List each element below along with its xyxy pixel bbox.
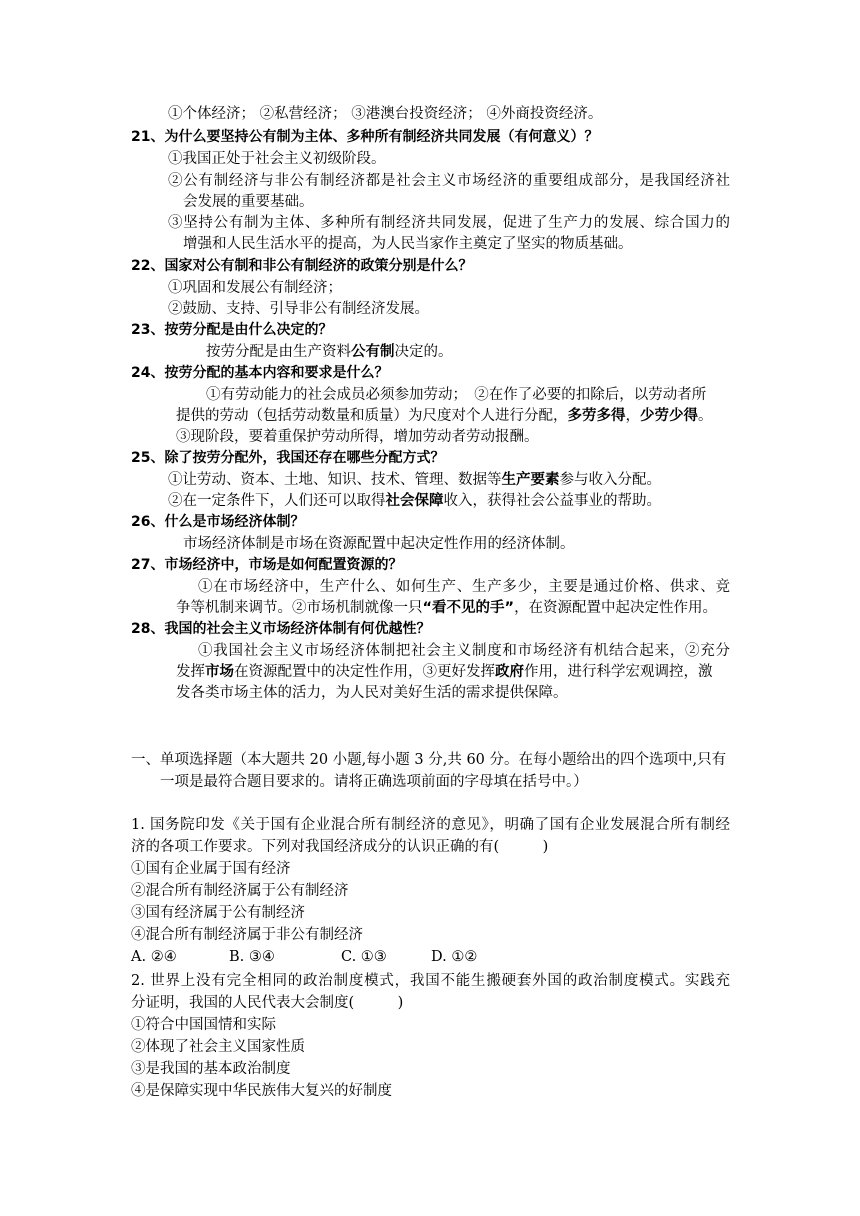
question-1-statement: ①国有企业属于国有经济 [131, 861, 291, 877]
question-27-heading: 27、市场经济中，市场是如何配置资源的？ [131, 557, 403, 573]
question-2-stem-continued: 分证明，我国的人民代表大会制度( ) [131, 995, 404, 1011]
text-line: ②鼓励、支持、引导非公有制经济发展。 [168, 301, 429, 317]
question-21-heading: 21、为什么要坚持公有制为主体、多种所有制经济共同发展（有何意义）？ [131, 129, 599, 145]
option-d: D. ①② [431, 949, 478, 965]
text-span: ①让劳动、资本、土地、知识、技术、管理、数据等 [168, 472, 502, 488]
question-24-heading: 24、按劳分配的基本内容和要求是什么？ [131, 365, 389, 381]
question-1-statement: ②混合所有制经济属于公有制经济 [131, 883, 349, 899]
option-c: C. ①③ [341, 949, 387, 965]
text-line [176, 406, 713, 426]
text-line: ②公有制经济与非公有制经济都是社会主义市场经济的重要组成部分，是我国经济社 [168, 173, 730, 189]
text-line [168, 491, 661, 511]
text-line: ①有劳动能力的社会成员必须参加劳动； ②在作了必要的扣除后，以劳动者所 [206, 387, 707, 403]
bold-keyword: 生产要素 [501, 472, 560, 488]
text-line: ③坚持公有制为主体、多种所有制经济共同发展，促进了生产力的发展、综合国力的 [168, 215, 730, 231]
bold-keyword: “看不见的手” [422, 600, 515, 616]
text-span: ， [625, 408, 640, 424]
text-line: 市场经济体制是市场在资源配置中起决定性作用的经济体制。 [183, 536, 575, 552]
text-span: 提供的劳动（包括劳动数量和质量）为尺度对个人进行分配， [176, 408, 568, 424]
text-span: 收入，获得社会公益事业的帮助。 [443, 493, 661, 509]
text-span: ②在一定条件下，人们还可以取得 [168, 493, 386, 509]
text-span: 发挥 [176, 664, 205, 680]
text-line [176, 662, 713, 682]
text-line: ①巩固和发展公有制经济； [168, 280, 342, 296]
question-2-statement: ②体现了社会主义国家性质 [131, 1039, 305, 1055]
text-line [206, 342, 453, 362]
question-23-heading: 23、按劳分配是由什么决定的？ [131, 322, 333, 338]
question-28-heading: 28、我国的社会主义市场经济体制有何优越性？ [131, 621, 431, 637]
section-heading-continued: 一项是最符合题目要求的。请将正确选项前面的字母填在括号中。） [160, 774, 588, 790]
text-line: ①我国社会主义市场经济体制把社会主义制度和市场经济有机结合起来，②充分 [198, 643, 730, 659]
text-line: 会发展的重要基础。 [183, 194, 314, 210]
question-2-statement: ①符合中国国情和实际 [131, 1017, 276, 1033]
bold-keyword: 少劳少得 [640, 408, 698, 424]
question-26-heading: 26、什么是市场经济体制？ [131, 514, 305, 530]
question-25-heading: 25、除了按劳分配外，我国还存在哪些分配方式？ [131, 450, 445, 466]
question-22-heading: 22、国家对公有制和非公有制经济的政策分别是什么？ [131, 258, 473, 274]
text-line: 发各类市场主体的活力，为人民对美好生活的需求提供保障。 [176, 685, 568, 701]
text-span: 在资源配置中的决定性作用，③更好发挥 [234, 664, 495, 680]
text-line [168, 470, 661, 490]
question-2-statement: ④是保障实现中华民族伟大复兴的好制度 [131, 1083, 392, 1099]
text-line: ①我国正处于社会主义初级阶段。 [168, 151, 386, 167]
bold-keyword: 公有制 [351, 344, 395, 360]
text-span: 作用，进行科学宏观调控，激 [524, 664, 713, 680]
option-b: B. ③④ [229, 949, 275, 965]
text-line: 增强和人民生活水平的提高，为人民当家作主奠定了坚实的物质基础。 [183, 236, 633, 252]
question-2-statement: ③是我国的基本政治制度 [131, 1061, 291, 1077]
question-1-options [131, 947, 531, 967]
text-span: 按劳分配是由生产资料 [206, 344, 351, 360]
bold-keyword: 市场 [205, 664, 234, 680]
option-a: A. ②④ [131, 949, 177, 965]
text-line [176, 598, 717, 618]
bold-keyword: 多劳多得 [567, 408, 626, 424]
text-span: 决定的。 [394, 344, 453, 360]
question-1-statement: ④混合所有制经济属于非公有制经济 [131, 927, 363, 943]
text-line: ③现阶段，要着重保护劳动所得，增加劳动者劳动报酬。 [176, 429, 539, 445]
question-1-stem-continued: 济的各项工作要求。下列对我国经济成分的认识正确的有( ) [131, 839, 549, 855]
text-span: 争等机制来调节。②市场机制就像一只 [176, 600, 423, 616]
question-2-stem: 2. 世界上没有完全相同的政治制度模式，我国不能生搬硬套外国的政治制度模式。实践充 [131, 973, 730, 989]
question-1-stem: 1. 国务院印发《关于国有企业混合所有制经济的意见》，明确了国有企业发展混合所有制经 [131, 817, 730, 833]
section-heading: 一、单项选择题（本大题共 20 小题,每小题 3 分,共 60 分。在每小题给出的四个选项中,只有 [131, 752, 727, 768]
question-1-statement: ③国有经济属于公有制经济 [131, 905, 305, 921]
text-span: 参与收入分配。 [559, 472, 661, 488]
bold-keyword: 政府 [495, 664, 524, 680]
text-line: ①在市场经济中，生产什么、如何生产、生产多少，主要是通过价格、供求、竞 [198, 579, 730, 595]
text-span: ，在资源配置中起决定性作用。 [514, 600, 718, 616]
text-span: 。 [698, 408, 713, 424]
bold-keyword: 社会保障 [385, 493, 444, 509]
text-line: ①个体经济； ②私营经济； ③港澳台投资经济； ④外商投资经济。 [168, 106, 603, 122]
